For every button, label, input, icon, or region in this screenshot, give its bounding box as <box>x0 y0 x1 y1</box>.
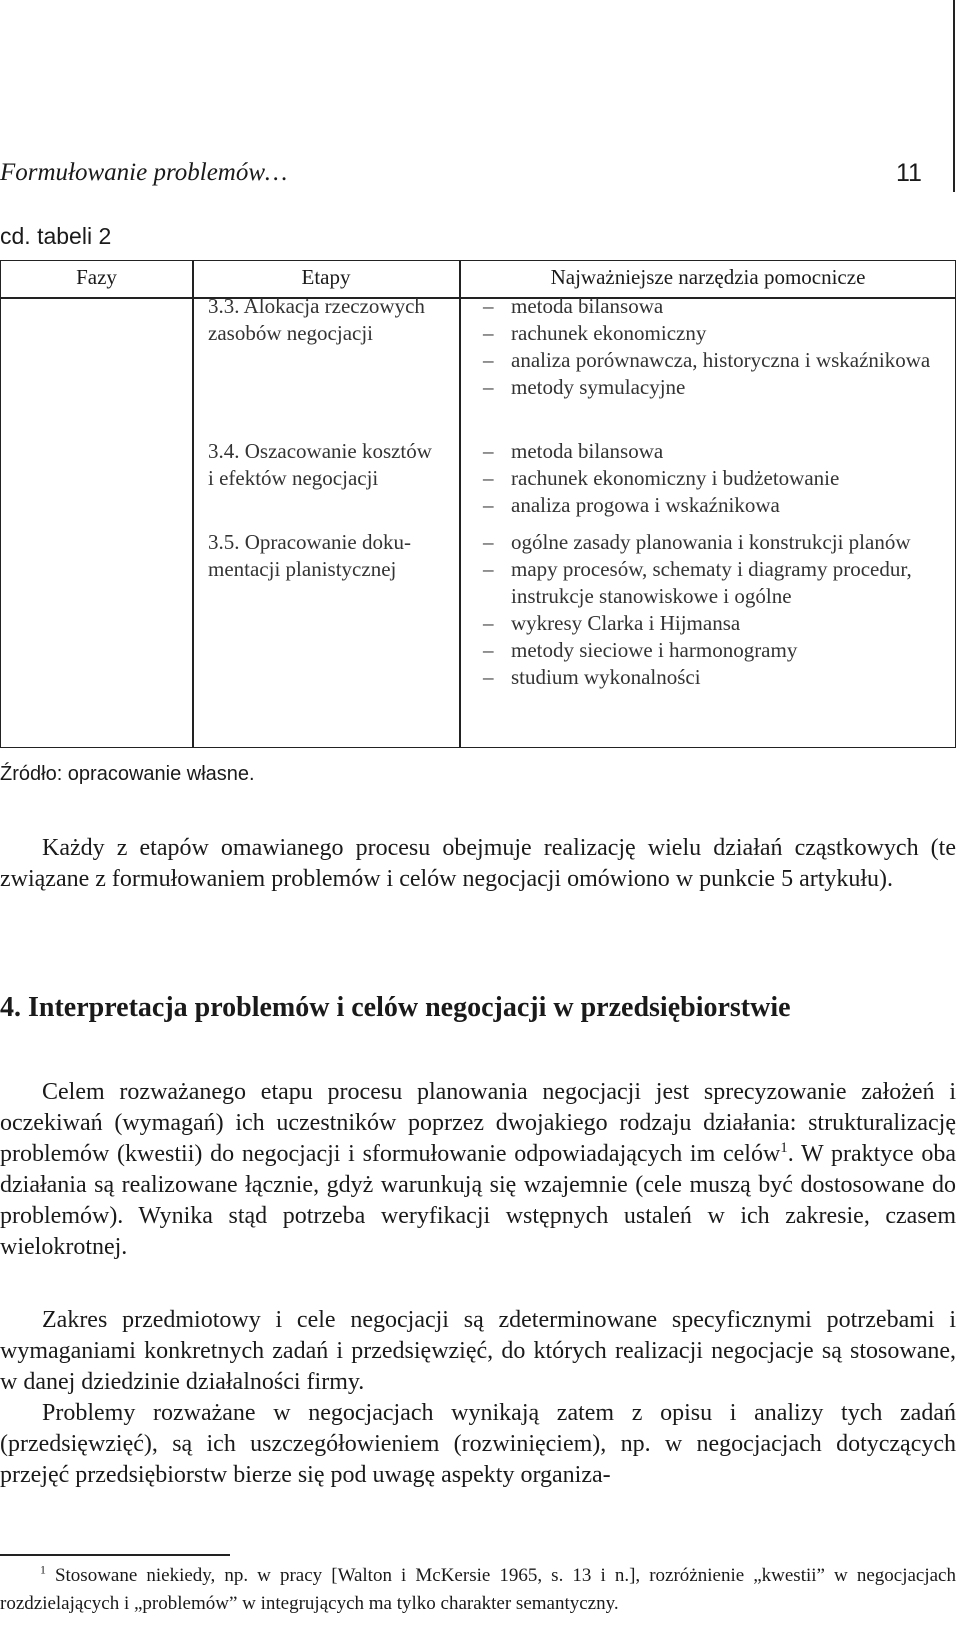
tool-item: – wykresy Clarka i Hijmansa <box>481 610 951 637</box>
running-title: Formułowanie problemów… <box>0 159 288 186</box>
tool-item: – studium wykonalności <box>481 664 951 691</box>
footnote-number: 1 <box>40 1563 46 1577</box>
tools-list-3-5 <box>481 529 951 691</box>
body-paragraph-4: Problemy rozważane w negocjacjach wynikają zatem z opisu i analizy tych zadań (przedsięwzięć), są ich uszczegółowieniem (rozwinięciem), np. w negocjacjach dotyczących przejęć przedsiębiorstw bierze się pod uwagę aspekty organiza- <box>0 1400 956 1488</box>
page-number: 11 <box>896 159 922 187</box>
tool-item: – rachunek ekonomiczny i budżetowanie <box>481 465 951 492</box>
stage-3-5 <box>208 529 411 583</box>
tool-item: – metoda bilansowa <box>481 438 951 465</box>
tool-item: – rachunek ekonomiczny <box>481 320 951 347</box>
body-paragraph-1: Każdy z etapów omawianego procesu obejmuje realizację wielu działań cząstkowych (te związane z formułowaniem problemów i celów negocjacji omówiono w punkcie 5 artykułu). <box>0 835 956 892</box>
column-header-phases: Fazy <box>76 265 117 289</box>
tool-item: – metoda bilansowa <box>481 293 951 320</box>
stage-line: 3.4. Oszacowanie kosztów <box>208 439 432 463</box>
tool-item: – ogólne zasady planowania i konstrukcji planów <box>481 529 951 556</box>
column-divider <box>192 261 194 747</box>
tool-item: – analiza porównawcza, historyczna i wskaźnikowa <box>481 347 951 374</box>
paragraph-text: . W praktyce oba działania są realizowane łącznie, gdyż warunkują się wzajemnie (cele muszą być dostosowane do problemów). Wynika stąd potrzeba weryfikacji wstępnych ustaleń w ich zakresie, czasem wielokrotnej. <box>0 1141 956 1260</box>
page-edge-rule <box>953 0 955 192</box>
tool-item: – metody sieciowe i harmonogramy <box>481 637 951 664</box>
table-caption: cd. tabeli 2 <box>0 223 112 249</box>
stage-line: 3.5. Opracowanie doku- <box>208 530 411 554</box>
tool-item: – mapy procesów, schematy i diagramy procedur, instrukcje stanowiskowe i ogólne <box>481 556 951 610</box>
stage-3-4 <box>208 438 432 492</box>
tool-item: – metody symulacyjne <box>481 374 951 401</box>
table-source-note: Źródło: opracowanie własne. <box>0 763 255 785</box>
stage-line: mentacji planistycznej <box>208 557 397 581</box>
footnote-reference: 1 <box>780 1140 788 1156</box>
body-paragraph-2 <box>0 1077 956 1263</box>
column-header-stages: Etapy <box>301 265 351 289</box>
tools-table <box>0 260 956 748</box>
tool-item: – analiza progowa i wskaźnikowa <box>481 492 951 519</box>
tools-list-3-4 <box>481 438 951 519</box>
footnote-text: Stosowane niekiedy, np. w pracy [Walton i McKersie 1965, s. 13 i n.], rozróżnienie „kwestii” w negocjacjach rozdzielających i „problemów” w integrujących ma tylko charakter semantyczny. <box>0 1565 956 1614</box>
footnote-rule <box>0 1554 230 1556</box>
body-paragraph-3: Zakres przedmiotowy i cele negocjacji są zdeterminowane specyficznymi potrzebami i wymaganiami konkretnych zadań i przedsięwzięć, do których realizacji negocjacje są stosowane, w danej dziedzinie działalności firmy. <box>0 1307 956 1395</box>
footnote <box>0 1562 956 1618</box>
stage-3-3 <box>208 293 425 347</box>
paragraph-text: Celem rozważanego etapu procesu planowania negocjacji jest sprecyzowanie założeń i oczekiwań (wymagań) ich uczestników poprzez dwojakiego rodzaju działania: strukturalizację problemów (kwestii) do negocjacji i sformułowanie odpowiadających im celów <box>0 1079 956 1167</box>
section-heading: 4. Interpretacja problemów i celów negocjacji w przedsiębiorstwie <box>0 992 791 1023</box>
stage-line: i efektów negocjacji <box>208 466 379 490</box>
stage-line: 3.3. Alokacja rzeczowych <box>208 294 425 318</box>
tools-list-3-3 <box>481 293 951 401</box>
column-header-tools: Najważniejsze narzędzia pomocnicze <box>550 265 866 289</box>
stage-line: zasobów negocjacji <box>208 321 374 345</box>
column-divider <box>459 261 461 747</box>
